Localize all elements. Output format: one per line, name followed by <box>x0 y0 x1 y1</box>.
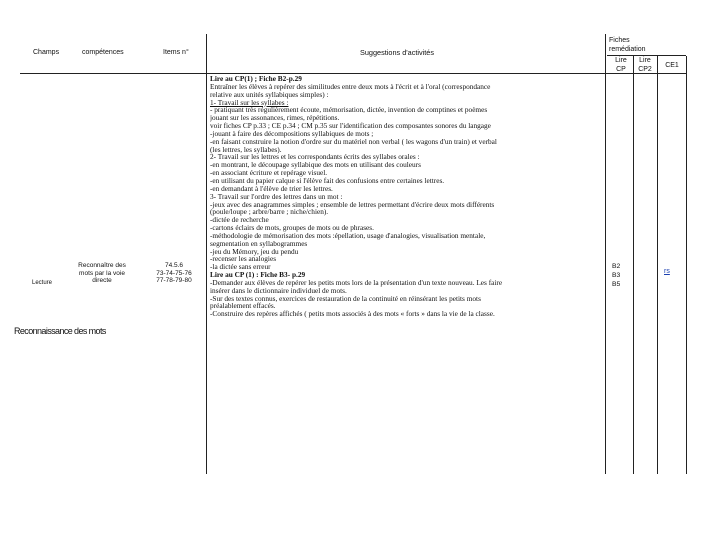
column-divider-lirecp2 <box>633 56 634 474</box>
activity-line: préalablement effacés. <box>210 301 276 311</box>
champ-subtitle: Reconnaissance des mots <box>14 326 106 336</box>
activity-line: Entraîner les élèves à repérer des similitudes entre deux mots à l'écrit et à l'oral (correspondance <box>210 81 491 91</box>
column-divider-ce1 <box>657 56 658 474</box>
activity-line: -jouant à faire des décompositions syllabiques de mots ; <box>210 128 374 138</box>
header-champs: Champs <box>33 49 60 56</box>
activity-line: -en demandant à l'élève de trier les lettres. <box>210 183 333 193</box>
activities-list <box>210 75 602 318</box>
activity-line: Lire au CP(1) ; Fiche B2-p.29 <box>210 75 302 83</box>
champ-label: Lecture <box>32 280 53 286</box>
activity-line: -la dictée sans erreur <box>210 262 271 272</box>
column-divider-activities-left <box>206 34 207 474</box>
activity-line: insérer dans le dictionnaire individuel de mots. <box>210 285 347 295</box>
activity-line: jouant sur les assonances, rimes, répétitions. <box>210 113 340 123</box>
activity-line: -recenser les analogies <box>210 254 277 264</box>
activity-line: -jeu du Mémory, jeu du pendu <box>210 246 299 256</box>
header-items: Items n° <box>163 49 189 56</box>
fiche-b5: B5 <box>612 281 621 288</box>
table-right-border <box>686 56 687 474</box>
column-divider-activities-right <box>605 34 606 474</box>
header-lire-cp2: Lire CP2 <box>638 57 652 73</box>
activity-line: -cartons éclairs de mots, groupes de mots ou de phrases. <box>210 223 374 233</box>
activity-line: -en associant écriture et repérage visuel. <box>210 168 328 178</box>
activity-line: 1- Travail sur les syllabes : <box>210 97 289 107</box>
activity-line: (poule/loupe ; arbre/barre ; niche/chien). <box>210 207 329 217</box>
activity-line: relative aux unités syllabiques simples) : <box>210 89 329 99</box>
header-bottom-rule <box>20 73 686 74</box>
header-competences: compétences <box>82 49 124 56</box>
fiche-b3: B3 <box>612 272 621 279</box>
activity-line: -en montrant, le découpage syllabique des mots en utilisant des couleurs <box>210 160 421 170</box>
activity-line: -Construire des repères affichés ( petits mots associés à des mots « forts » dans la vie de la classe. <box>210 309 495 319</box>
activity-line: voir fiches CP p.33 ; CE p.34 ; CM p.35 sur l'identification des composantes sonores du langage <box>210 121 491 131</box>
header-lire-cp: Lire CP <box>615 57 627 73</box>
activity-line: segmentation en syllabogrammes <box>210 238 308 248</box>
activity-line: - pratiquant très régulièrement écoute, mémorisation, dictée, invention de comptines et poèmes <box>210 105 488 115</box>
items-numbers: 74.5.6 73-74-75-76 77-78-79-80 <box>156 262 192 284</box>
ce1-link[interactable]: rs <box>664 268 670 275</box>
activity-line: -Demander aux élèves de repérer les petits mots lors de la présentation d'un texte nouveau. Les faire <box>210 277 503 287</box>
activity-line: -dictée de recherche <box>210 215 269 225</box>
activity-line: 3- Travail sur l'ordre des lettres dans un mot : <box>210 191 343 201</box>
activity-line: Lire au CP (1) : Fiche B3- p.29 <box>210 270 306 280</box>
competence-text: Reconnaître des mots par la voie directe <box>78 262 126 284</box>
header-ce1: CE1 <box>665 62 679 69</box>
activity-line: 2- Travail sur les lettres et les correspondants écrits des syllabes orales : <box>210 152 420 162</box>
activity-line: -méthodologie de mémorisation des mots :épellation, usage d'analogies, visualisation mentale, <box>210 230 486 240</box>
fiches-cp-list <box>612 262 632 289</box>
header-fiches-remediation: Fiches remédiation <box>609 37 646 53</box>
fiche-b2: B2 <box>612 263 621 270</box>
activity-line: -en utilisant du papier calque si l'élève fait des confusions entre certaines lettres. <box>210 175 445 185</box>
activity-line: -en faisant construire la notion d'ordre sur du matériel non verbal ( les wagons d'un train) et verbal <box>210 136 497 146</box>
header-suggestions: Suggestions d'activités <box>360 48 434 57</box>
activity-line: -Sur des textes connus, exercices de restauration de la continuité en réinsérant les petits mots <box>210 293 481 303</box>
activity-line: -jeux avec des anagrammes simples ; ensemble de lettres permettant d'écrire deux mots différents <box>210 199 495 209</box>
activity-line: (les lettres, les syllabes). <box>210 144 282 154</box>
